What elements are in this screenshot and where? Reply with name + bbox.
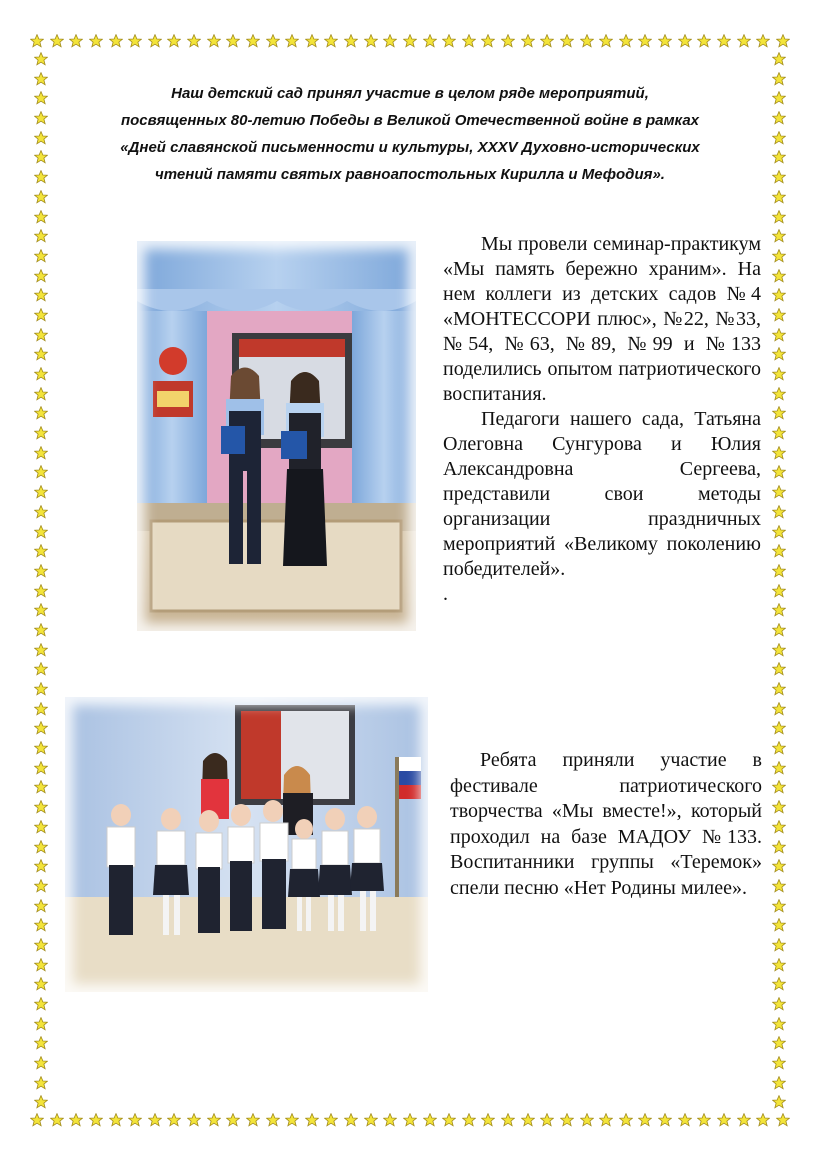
star-icon (772, 72, 786, 86)
star-icon (462, 1113, 476, 1127)
star-icon (658, 1113, 672, 1127)
star-icon (324, 1113, 338, 1127)
star-icon (772, 170, 786, 184)
star-icon (364, 1113, 378, 1127)
star-icon (772, 702, 786, 716)
star-icon (34, 603, 48, 617)
seminar-paragraph: Мы провели семинар-практикум «Мы память бережно храним». На нем коллеги из детских садов №4 «МОНТЕССОРИ плюс», №22, №33, №54, №63, №89, №99 и №133 поделились опытом патриотического воспитания. (443, 233, 761, 405)
star-icon (481, 34, 495, 48)
star-icon (324, 34, 338, 48)
star-icon (34, 1036, 48, 1050)
star-icon (697, 34, 711, 48)
star-icon (34, 72, 48, 86)
star-icon (521, 1113, 535, 1127)
star-icon (772, 958, 786, 972)
star-icon (34, 879, 48, 893)
star-icon (246, 34, 260, 48)
photo-teachers-seminar (137, 241, 416, 631)
star-icon (521, 34, 535, 48)
star-icon (34, 662, 48, 676)
star-icon (772, 682, 786, 696)
star-icon (599, 34, 613, 48)
star-icon (678, 34, 692, 48)
border-right (772, 52, 786, 1110)
star-icon (772, 190, 786, 204)
star-icon (772, 899, 786, 913)
star-icon (772, 426, 786, 440)
star-icon (756, 34, 770, 48)
star-icon (678, 1113, 692, 1127)
star-icon (148, 34, 162, 48)
star-icon (383, 34, 397, 48)
star-icon (34, 721, 48, 735)
star-icon (34, 308, 48, 322)
star-icon (34, 170, 48, 184)
star-icon (403, 34, 417, 48)
star-icon (344, 1113, 358, 1127)
festival-description (450, 748, 762, 902)
star-icon (772, 938, 786, 952)
star-icon (501, 34, 515, 48)
star-icon (772, 249, 786, 263)
star-icon (772, 1056, 786, 1070)
page-heading: Наш детский сад принял участие в целом ряде мероприятий, посвященных 80-летию Победы в Великой Отечественной войне в рамках «Дней славянской письменности и культуры, XXXV Духовно-исторических чтений памяти святых равноапостольных Кирилла и Мефодия». (120, 85, 700, 183)
star-icon (772, 603, 786, 617)
star-icon (772, 761, 786, 775)
star-icon (34, 702, 48, 716)
star-icon (772, 367, 786, 381)
star-icon (772, 741, 786, 755)
star-icon (772, 229, 786, 243)
star-icon (226, 34, 240, 48)
star-icon (109, 34, 123, 48)
star-icon (772, 406, 786, 420)
star-icon (619, 34, 633, 48)
star-icon (34, 820, 48, 834)
star-icon (772, 288, 786, 302)
star-icon (89, 34, 103, 48)
festival-paragraph: Ребята приняли участие в фестивале патриотического творчества «Мы вместе!», который проходил на базе МАДОУ №133. Воспитанники группы «Теремок» спели песню «Нет Родины милее». (450, 749, 762, 899)
star-icon (187, 1113, 201, 1127)
star-icon (207, 1113, 221, 1127)
star-icon (772, 780, 786, 794)
star-icon (772, 308, 786, 322)
star-icon (266, 1113, 280, 1127)
star-icon (34, 288, 48, 302)
star-icon (772, 820, 786, 834)
star-icon (34, 347, 48, 361)
border-top (30, 34, 790, 48)
star-icon (364, 34, 378, 48)
star-icon (462, 34, 476, 48)
star-icon (34, 426, 48, 440)
star-icon (34, 643, 48, 657)
star-icon (772, 721, 786, 735)
star-icon (34, 544, 48, 558)
star-icon (34, 623, 48, 637)
star-icon (383, 1113, 397, 1127)
star-icon (69, 34, 83, 48)
star-icon (423, 1113, 437, 1127)
star-icon (30, 34, 44, 48)
star-icon (50, 1113, 64, 1127)
star-icon (737, 1113, 751, 1127)
star-icon (772, 643, 786, 657)
star-icon (34, 505, 48, 519)
star-icon (34, 1095, 48, 1109)
star-icon (599, 1113, 613, 1127)
star-icon (772, 269, 786, 283)
star-icon (560, 34, 574, 48)
star-icon (772, 800, 786, 814)
star-icon (772, 840, 786, 854)
star-icon (50, 34, 64, 48)
star-icon (772, 564, 786, 578)
photo-children-festival (65, 697, 428, 992)
star-icon (285, 34, 299, 48)
star-icon (772, 52, 786, 66)
star-icon (34, 584, 48, 598)
star-icon (772, 1036, 786, 1050)
star-icon (772, 150, 786, 164)
star-icon (34, 958, 48, 972)
star-icon (540, 1113, 554, 1127)
star-icon (89, 1113, 103, 1127)
star-icon (481, 1113, 495, 1127)
border-bottom (30, 1113, 790, 1127)
star-icon (34, 1017, 48, 1031)
star-icon (776, 1113, 790, 1127)
star-icon (772, 1017, 786, 1031)
star-icon (148, 1113, 162, 1127)
star-icon (540, 34, 554, 48)
star-icon (403, 1113, 417, 1127)
trailing-dot: . (443, 583, 448, 605)
star-icon (423, 34, 437, 48)
star-icon (34, 52, 48, 66)
star-icon (207, 34, 221, 48)
star-icon (756, 1113, 770, 1127)
star-icon (34, 800, 48, 814)
star-icon (34, 485, 48, 499)
border-left (34, 52, 48, 1110)
star-icon (772, 584, 786, 598)
star-icon (34, 977, 48, 991)
star-icon (167, 1113, 181, 1127)
star-icon (34, 91, 48, 105)
star-icon (772, 485, 786, 499)
star-icon (772, 131, 786, 145)
star-icon (246, 1113, 260, 1127)
star-icon (772, 1076, 786, 1090)
star-icon (34, 1076, 48, 1090)
star-icon (717, 34, 731, 48)
star-icon (772, 544, 786, 558)
star-icon (560, 1113, 574, 1127)
star-icon (34, 150, 48, 164)
star-icon (109, 1113, 123, 1127)
star-icon (34, 367, 48, 381)
star-icon (776, 34, 790, 48)
star-icon (772, 328, 786, 342)
teachers-paragraph: Педагоги нашего сада, Татьяна Олеговна Сунгурова и Юлия Александровна Сергеева, представили свои методы организации праздничных мероприятий «Великому поколению победителей». (443, 408, 761, 580)
star-icon (772, 446, 786, 460)
star-icon (305, 1113, 319, 1127)
star-icon (34, 387, 48, 401)
star-icon (442, 1113, 456, 1127)
star-icon (772, 859, 786, 873)
star-icon (30, 1113, 44, 1127)
star-icon (226, 1113, 240, 1127)
star-icon (344, 34, 358, 48)
star-icon (34, 1056, 48, 1070)
star-icon (34, 269, 48, 283)
star-icon (285, 1113, 299, 1127)
star-icon (772, 465, 786, 479)
star-icon (34, 131, 48, 145)
star-icon (772, 505, 786, 519)
star-icon (501, 1113, 515, 1127)
star-icon (34, 446, 48, 460)
star-icon (128, 1113, 142, 1127)
star-icon (658, 34, 672, 48)
star-icon (34, 899, 48, 913)
star-icon (34, 210, 48, 224)
star-icon (34, 682, 48, 696)
star-icon (266, 34, 280, 48)
star-icon (580, 1113, 594, 1127)
star-icon (772, 997, 786, 1011)
star-icon (34, 328, 48, 342)
star-icon (34, 761, 48, 775)
star-icon (34, 859, 48, 873)
star-icon (34, 465, 48, 479)
star-icon (34, 997, 48, 1011)
star-icon (34, 111, 48, 125)
star-icon (34, 741, 48, 755)
star-icon (34, 564, 48, 578)
star-icon (69, 1113, 83, 1127)
star-icon (772, 347, 786, 361)
star-icon (34, 406, 48, 420)
star-icon (34, 525, 48, 539)
star-icon (772, 977, 786, 991)
star-icon (772, 91, 786, 105)
star-icon (737, 34, 751, 48)
star-icon (638, 1113, 652, 1127)
seminar-description (443, 232, 761, 607)
star-icon (619, 1113, 633, 1127)
star-icon (34, 938, 48, 952)
star-icon (772, 525, 786, 539)
star-icon (128, 34, 142, 48)
star-icon (305, 34, 319, 48)
star-icon (772, 918, 786, 932)
star-icon (772, 1095, 786, 1109)
star-icon (442, 34, 456, 48)
star-icon (772, 662, 786, 676)
star-icon (772, 210, 786, 224)
star-icon (34, 840, 48, 854)
star-icon (34, 780, 48, 794)
star-icon (638, 34, 652, 48)
star-icon (34, 229, 48, 243)
star-icon (772, 111, 786, 125)
star-icon (772, 623, 786, 637)
star-icon (167, 34, 181, 48)
star-icon (717, 1113, 731, 1127)
star-icon (580, 34, 594, 48)
star-icon (34, 190, 48, 204)
star-icon (187, 34, 201, 48)
star-icon (697, 1113, 711, 1127)
star-icon (34, 249, 48, 263)
star-icon (34, 918, 48, 932)
star-icon (772, 387, 786, 401)
star-icon (772, 879, 786, 893)
